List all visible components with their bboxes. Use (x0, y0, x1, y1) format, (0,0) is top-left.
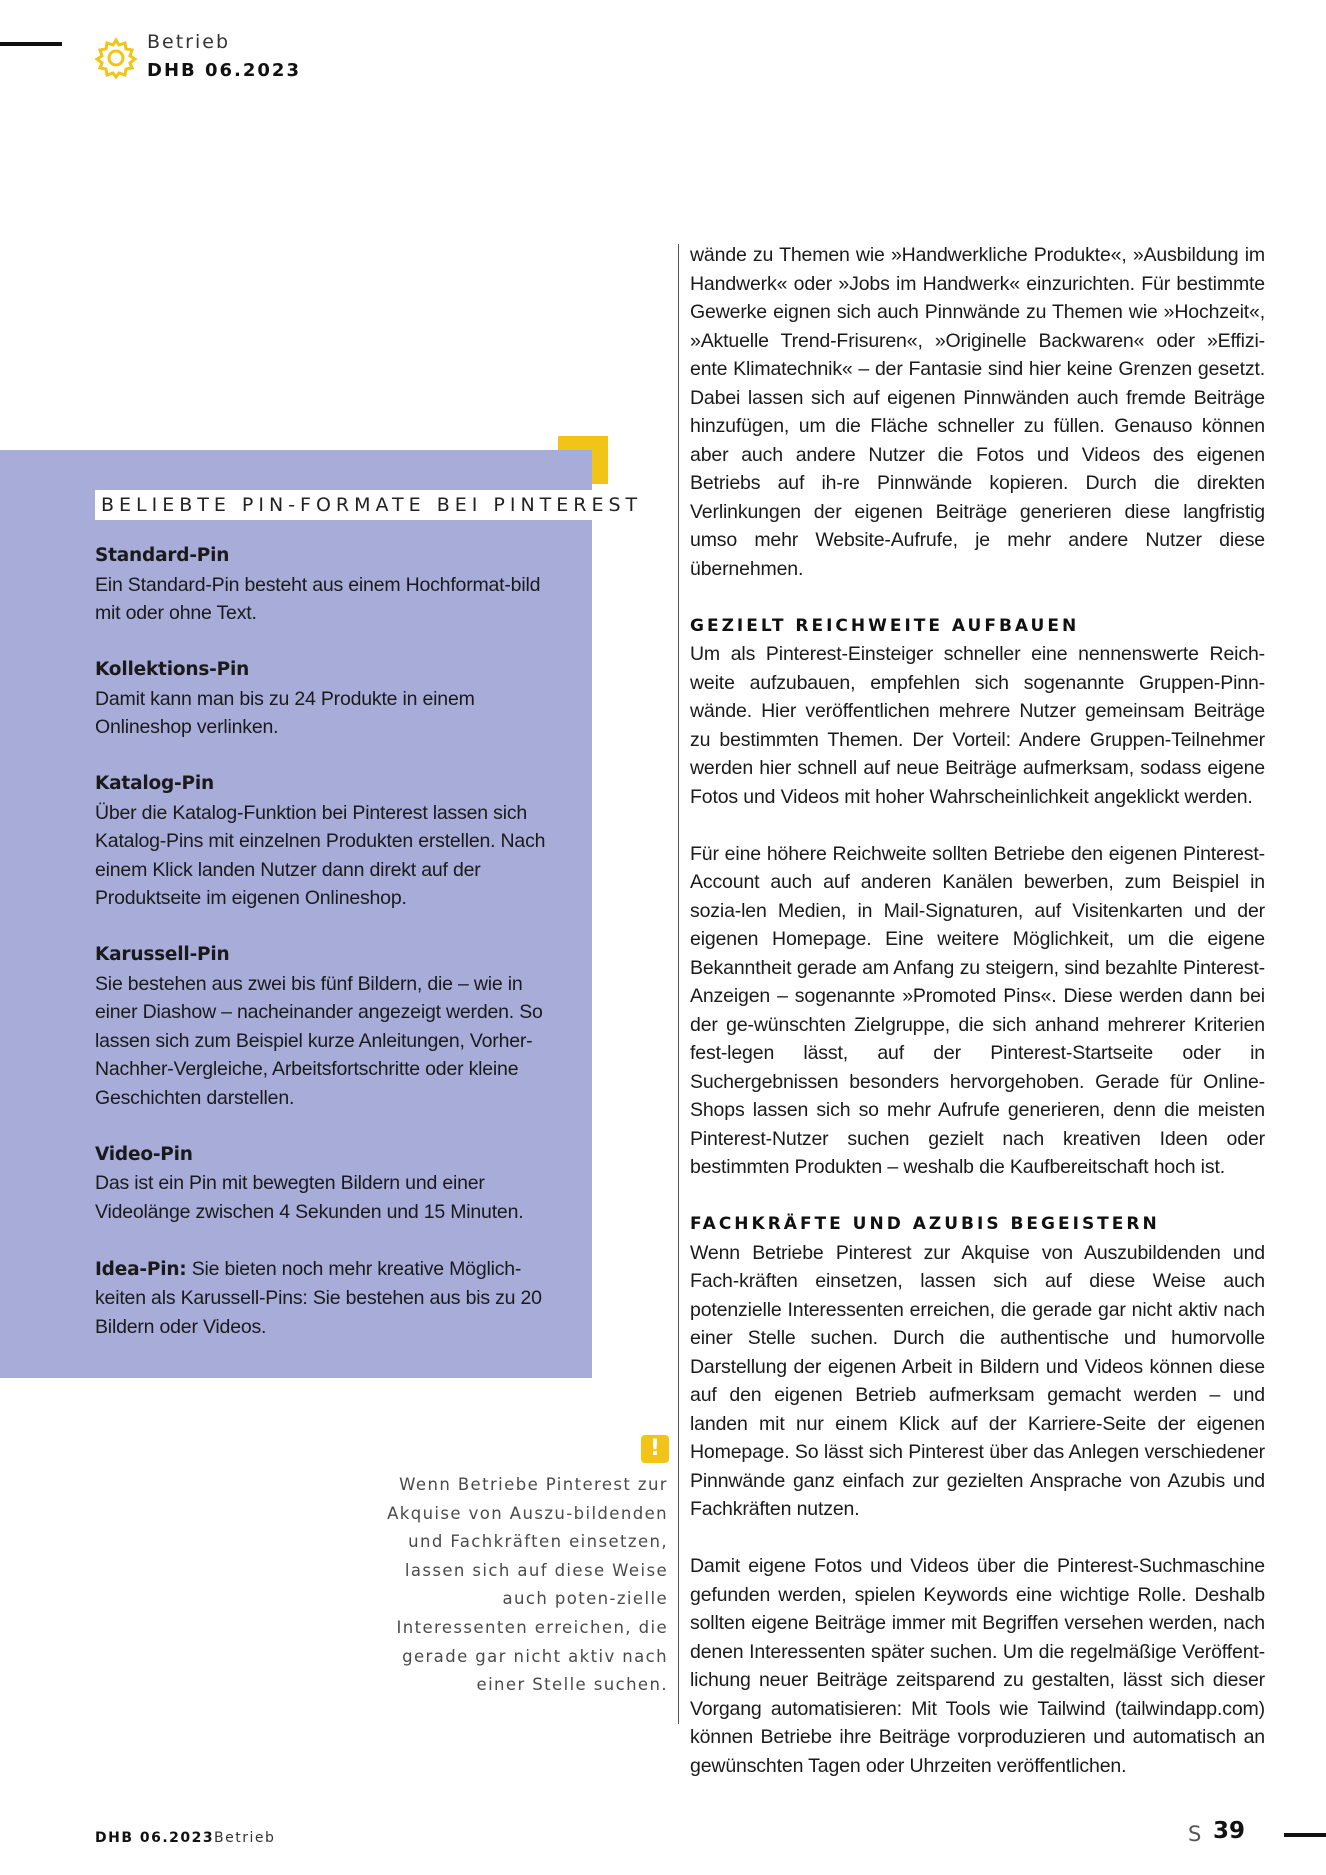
header-issue: DHB 06.2023 (147, 60, 301, 81)
footer-issue: DHB 06.2023 (95, 1830, 215, 1846)
footer-section: Betrieb (214, 1830, 276, 1846)
column-divider (678, 244, 679, 1724)
exclamation-icon: ! (641, 1435, 669, 1463)
pin-name: Standard-Pin (95, 545, 230, 566)
pin-name: Video-Pin (95, 1143, 193, 1165)
pin-description: Sie bieten noch mehr kreative Möglich-keiten als Karussell-Pins: Sie bestehen aus bis zu 20 Bildern oder Videos. (95, 1257, 542, 1338)
article-paragraph: Wenn Betriebe Pinterest zur Akquise von Auszubildenden und Fach-kräften einsetzen, lassen sich auf diese Weise auch potenzielle Interessenten erreichen, die gerade gar nicht aktiv nach einer Stelle suchen. Durch die authentische und humorvolle Darstellung der eigenen Arbeit in Bildern und Videos können diese auf den eigenen Betrieb aufmerksam gemacht werden – und landen mit nur einem Klick auf der Karriere-Seite der eigenen Homepage. So lässt sich Pinterest über das Anlegen verschiedener Pinnwände ganz einfach zur gezielten Ansprache von Azubis und Fachkräften nutzen. (690, 1241, 1265, 1520)
header-section: Betrieb (147, 31, 231, 53)
pin-item (95, 941, 555, 1112)
article-paragraph: Damit eigene Fotos und Videos über die Pinterest-Suchmaschine gefunden werden, spielen Keywords eine wichtige Rolle. Deshalb sollten eigene Beiträge immer mit Begriffen versehen werden, nach denen Interessenten später suchen. Um die regelmäßige Veröffent-lichung neuer Beiträge zeitsparend zu gestalten, lässt sich dieser Vorgang automatisieren: Mit Tools wie Tailwind (tailwindapp.com) können Betriebe ihre Beiträge vorproduzieren und automatisch an gewünschten Tagen oder Uhrzeiten veröffentlichen. (690, 1555, 1265, 1777)
article-paragraph: Für eine höhere Reichweite sollten Betriebe den eigenen Pinterest-Account auch auf anderen Kanälen bewerben, zum Beispiel in sozia-len Medien, in Mail-Signaturen, auf Visitenkarten und der eigenen Homepage. Eine weitere Möglichkeit, um die eigene Bekanntheit gerade am Anfang zu steigern, sind bezahlte Pinterest-Anzeigen – sogenannte »Promoted Pins«. Diese werden dann bei der ge-wünschten Zielgruppe, die sich anhand mehrerer Kriterien fest-legen lässt, auf der Pinterest-Startseite oder in Suchergebnissen besonders hervorgehoben. Gerade für Online-Shops lassen sich so mehr Aufrufe generieren, denn die meisten Pinterest-Nutzer suchen gezielt nach kreativen Ideen oder bestimmten Produkten – weshalb die Kaufbereitschaft hoch ist. (690, 842, 1265, 1178)
info-box-title: BELIEBTE PIN-FORMATE BEI PINTEREST (95, 490, 648, 520)
pin-description: Sie bestehen aus zwei bis fünf Bildern, die – wie in einer Diashow – nacheinander angezeigt werden. So lassen sich zum Beispiel kurze Anleitungen, Vorher-Nachher-Vergleiche, Arbeitsfortschritte oder kleine Geschichten darstellen. (95, 972, 543, 1109)
page-number: 39 (1213, 1818, 1246, 1844)
info-box-body (95, 542, 555, 1370)
pin-name: Karussell-Pin (95, 944, 230, 965)
article-body (690, 241, 1265, 1809)
top-rule (0, 42, 62, 46)
article-paragraph: wände zu Themen wie »Handwerkliche Produkte«, »Ausbildung im Handwerk« oder »Jobs im Handwerk« einzurichten. Für bestimmte Gewerke eignen sich auch Pinnwände zu Themen wie »Hochzeit«, »Aktuelle Trend-Frisuren«, »Originelle Backwaren« oder »Effizi-ente Klimatechnik« – der Fantasie sind hier keine Grenzen gesetzt. Dabei lassen sich auf eigenen Pinnwänden auch fremde Beiträge hinzufügen, um die Fläche schneller zu füllen. Genauso können aber auch andere Nutzer die Fotos und Videos des eigenen Betriebs auf ih-re Pinnwände kopieren. Durch die direkten Verlinkungen der eigenen Beiträge generieren diese langfristig umso mehr Website-Aufrufe, je mehr andere Nutzer diese übernehmen. (690, 244, 1265, 580)
pin-name: Katalog-Pin (95, 773, 214, 794)
pin-name: Idea-Pin: (95, 1258, 187, 1280)
pin-description: Ein Standard-Pin besteht aus einem Hochformat-bild mit oder ohne Text. (95, 573, 541, 624)
pin-item (95, 1141, 555, 1227)
pin-name: Kollektions-Pin (95, 659, 250, 680)
pin-item-idea (95, 1255, 555, 1342)
pin-description: Über die Katalog-Funktion bei Pinterest lassen sich Katalog-Pins mit einzelnen Produkten erstellen. Nach einem Klick landen Nutzer dann direkt auf der Produktseite im eigenen Onlineshop. (95, 801, 546, 909)
pin-description: Das ist ein Pin mit bewegten Bildern und einer Videolänge zwischen 4 Sekunden und 15 Minuten. (95, 1172, 524, 1223)
pull-quote: Wenn Betriebe Pinterest zur Akquise von Auszu-bildenden und Fachkräften einsetzen, lassen sich auf diese Weise auch poten-zielle Interessenten erreichen, die gerade gar nicht aktiv nach einer Stelle suchen. (387, 1475, 668, 1695)
gear-icon (94, 36, 138, 80)
pin-item (95, 770, 555, 913)
bottom-rule (1284, 1833, 1326, 1837)
pin-item (95, 542, 555, 628)
section-heading: FACHKRÄFTE UND AZUBIS BEGEISTERN (690, 1214, 1160, 1234)
section-heading: GEZIELT REICHWEITE AUFBAUEN (690, 615, 1080, 636)
page-prefix: S (1188, 1822, 1203, 1846)
pin-item (95, 656, 555, 742)
article-paragraph: Um als Pinterest-Einsteiger schneller eine nennenswerte Reich-weite aufzubauen, empfehlen sich sogenannte Gruppen-Pinn-wände. Hier veröffentlichen mehrere Nutzer gemeinsam Beiträge zu bestimmten Themen. Der Vorteil: Andere Gruppen-Teilnehmer werden hier schnell auf neue Beiträge aufmerksam, sodass eigene Fotos und Videos mit hoher Wahrscheinlichkeit angeklickt werden. (690, 643, 1265, 808)
pin-description: Damit kann man bis zu 24 Produkte in einem Onlineshop verlinken. (95, 687, 475, 738)
